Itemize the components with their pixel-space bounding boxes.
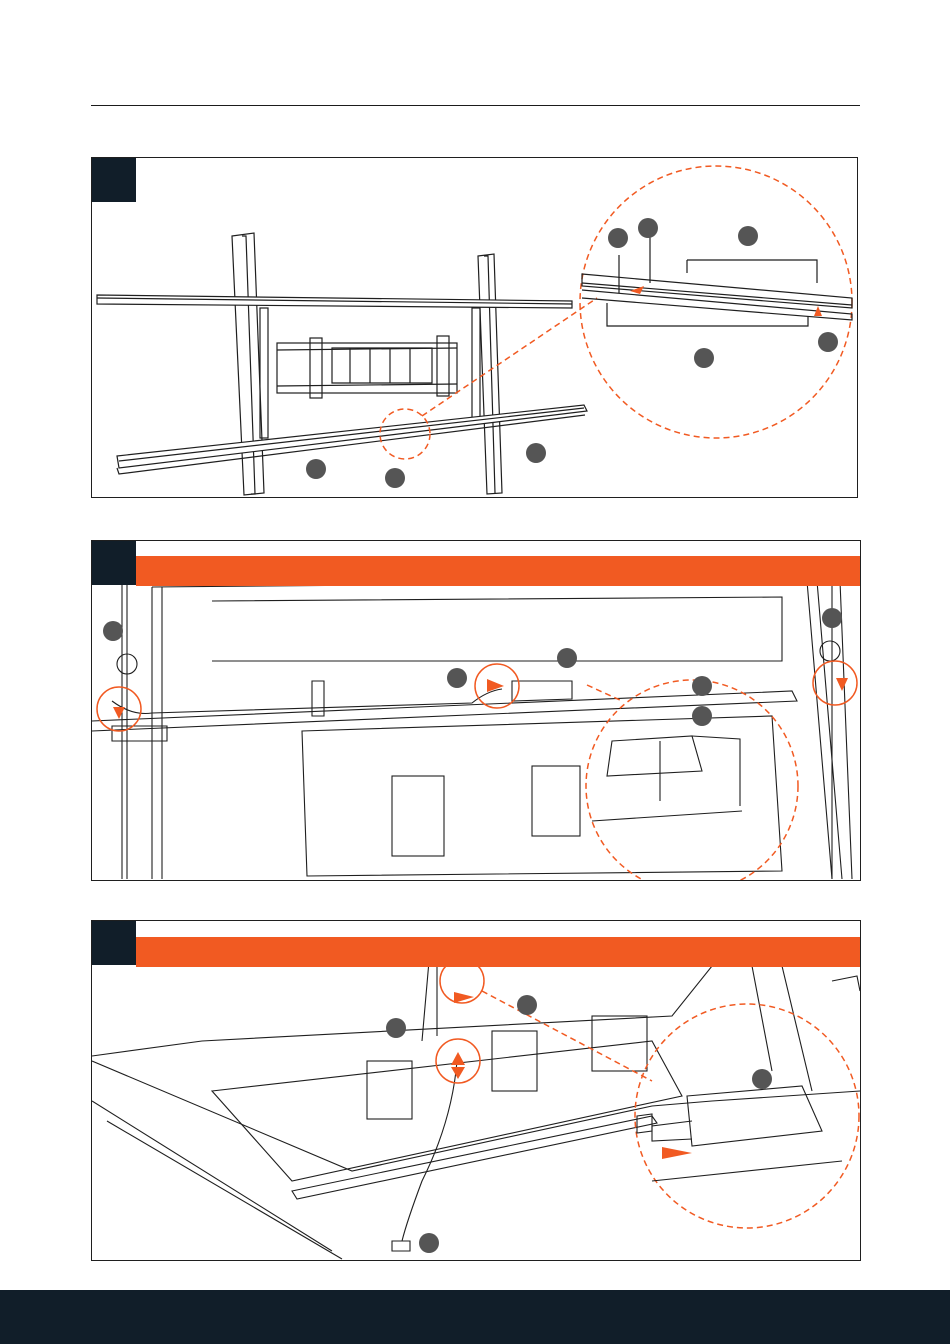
step-1-callout-e	[694, 348, 714, 368]
step-1-panel	[91, 157, 858, 498]
step-1-callout-h	[526, 443, 546, 463]
step-3-panel	[91, 920, 861, 1261]
page-footer	[0, 1290, 950, 1344]
step-2-callout-f	[692, 706, 712, 726]
header-rule	[91, 105, 860, 106]
step-3-badge	[92, 921, 136, 965]
step-3-callout-c	[752, 1069, 772, 1089]
step-3-callout-b	[386, 1018, 406, 1038]
step-2-callout-b	[822, 608, 842, 628]
step-2-badge	[92, 541, 136, 585]
step-1-callout-d	[818, 332, 838, 352]
step-3-callout-d	[419, 1233, 439, 1253]
step-1-badge	[92, 158, 136, 202]
step-2-callout-a	[103, 621, 123, 641]
step-1-callout-f	[306, 459, 326, 479]
step-2-illustration	[92, 541, 860, 880]
step-1-callout-b	[638, 218, 658, 238]
step-1-callout-c	[738, 226, 758, 246]
step-1-callout-g	[385, 468, 405, 488]
step-3-illustration	[92, 921, 860, 1260]
step-3-banner	[136, 937, 860, 967]
step-2-callout-e	[692, 676, 712, 696]
step-3-callout-a	[517, 995, 537, 1015]
step-2-callout-d	[557, 648, 577, 668]
step-2-panel	[91, 540, 861, 881]
step-1-illustration	[92, 158, 857, 497]
step-2-banner	[136, 556, 860, 586]
step-1-callout-a	[608, 228, 628, 248]
step-2-callout-c	[447, 668, 467, 688]
